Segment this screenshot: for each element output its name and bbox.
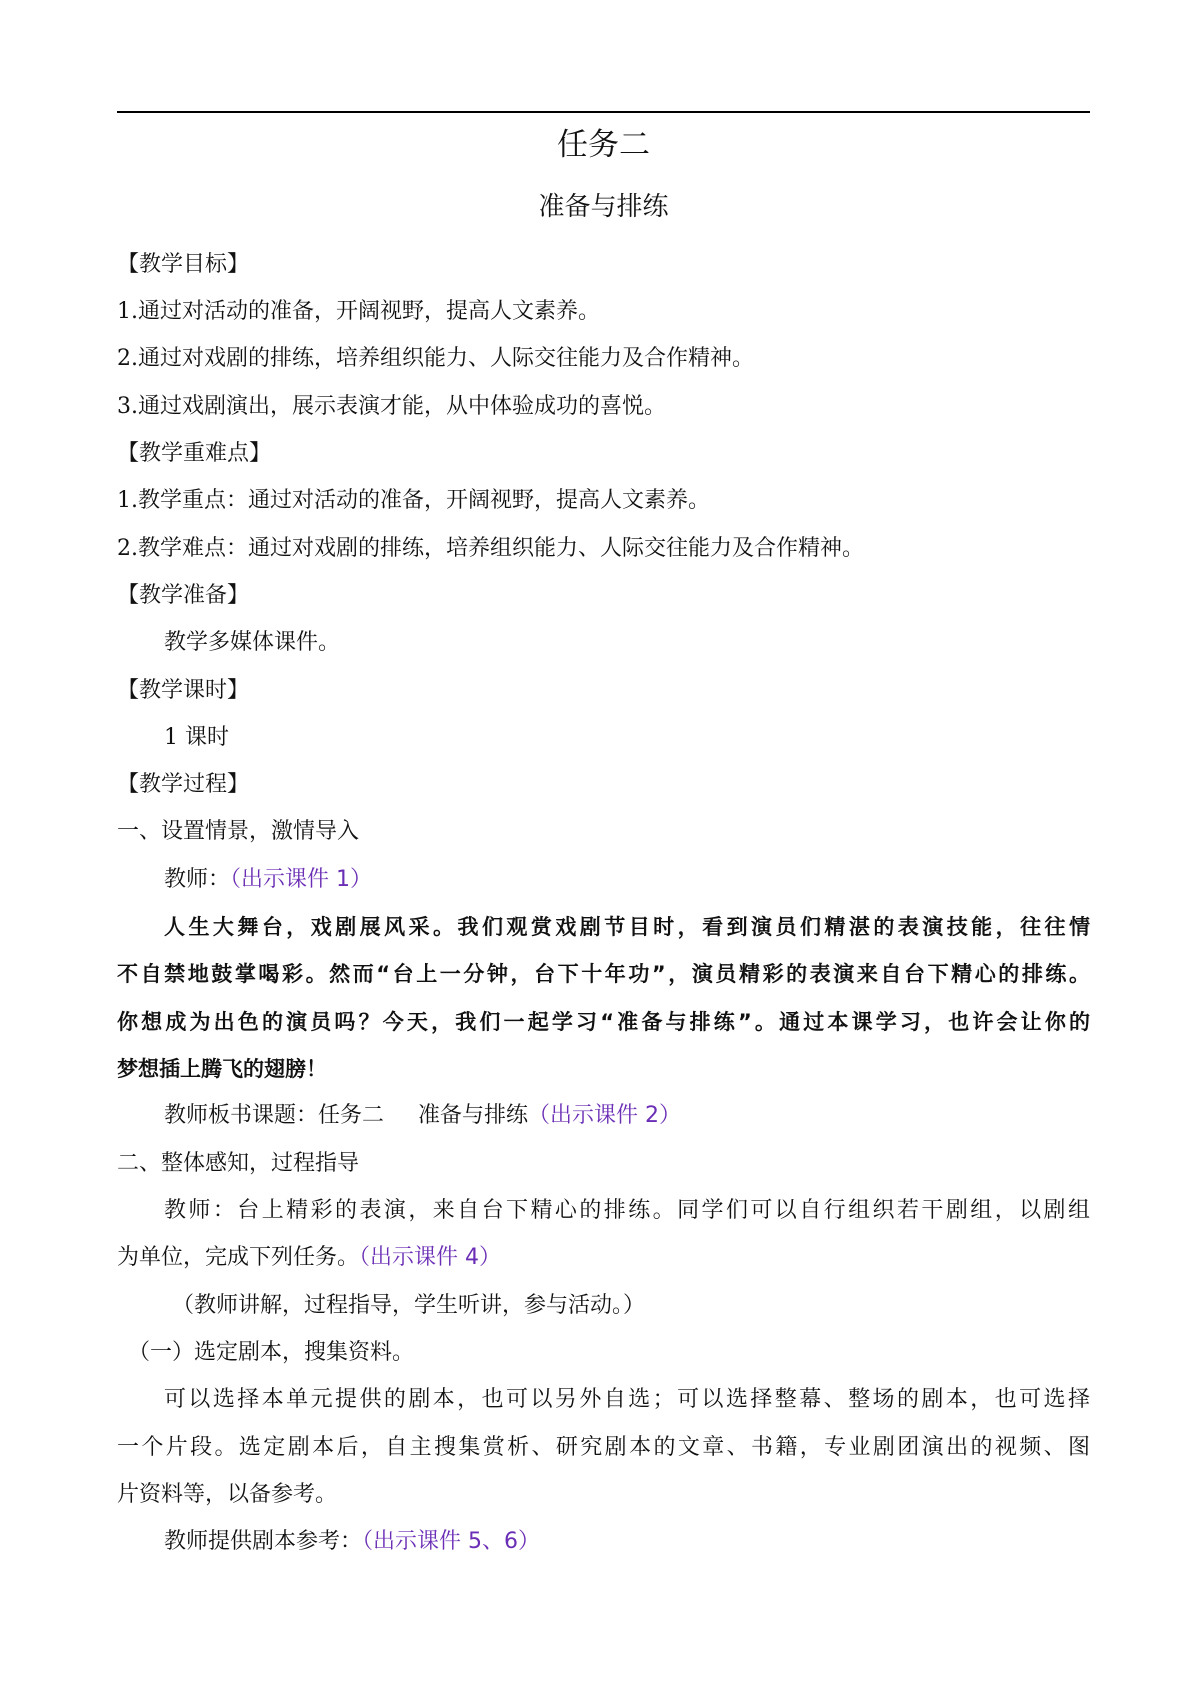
- preparation-content: 教学多媒体课件。: [164, 630, 341, 655]
- part1-heading: 一、设置情景，激情导入: [117, 819, 360, 844]
- teacher-label: 教师：: [164, 867, 231, 892]
- slide-reference: （出示课件 2）: [528, 1103, 682, 1128]
- part2-intro-line-2: [117, 1242, 1090, 1274]
- part2-heading: 二、整体感知，过程指导: [117, 1151, 360, 1176]
- step1-line: 可以选择本单元提供的剧本，也可以另外自选；可以选择整幕、整场的剧本，也可选择: [164, 1387, 1090, 1412]
- objective-item: 2.通过对戏剧的排练，培养组织能力、人际交往能力及合作精神。: [117, 346, 754, 371]
- part2-intro-text: 为单位，完成下列任务。: [117, 1245, 360, 1270]
- class-hours-heading: 【教学课时】: [117, 678, 250, 703]
- document-subtitle: 准备与排练: [538, 192, 669, 222]
- objective-item: 1.通过对活动的准备，开阔视野，提高人文素养。: [117, 299, 600, 324]
- story-line: 你想成为出色的演员吗？今天，我们一起学习“准备与排练”。通过本课学习，也许会让你的: [117, 1010, 1090, 1034]
- board-title-line: [164, 1100, 1090, 1132]
- step1-line: 一个片段。选定剧本后，自主搜集赏析、研究剧本的文章、书籍，专业剧团演出的视频、图: [117, 1435, 1090, 1460]
- key-points-heading: 【教学重难点】: [117, 441, 272, 466]
- part2-intro-line: 教师：台上精彩的表演，来自台下精心的排练。同学们可以自行组织若干剧组，以剧组: [164, 1198, 1090, 1223]
- document-title: 任务二: [557, 127, 650, 163]
- board-label: 教师板书课题：任务二: [164, 1103, 385, 1128]
- activity-note: （教师讲解，过程指导，学生听讲，参与活动。）: [172, 1293, 646, 1318]
- key-point-item: 2.教学难点：通过对戏剧的排练，培养组织能力、人际交往能力及合作精神。: [117, 536, 864, 561]
- objectives-heading: 【教学目标】: [117, 252, 250, 277]
- key-point-item: 1.教学重点：通过对活动的准备，开阔视野，提高人文素养。: [117, 488, 710, 513]
- step1-line: 片资料等，以备参考。: [117, 1482, 338, 1507]
- slide-reference: （出示课件 1）: [230, 867, 373, 892]
- slide-reference: （出示课件 5、6）: [362, 1529, 541, 1554]
- objective-item: 3.通过戏剧演出，展示表演才能，从中体验成功的喜悦。: [117, 394, 666, 419]
- header-rule: [117, 111, 1090, 113]
- slide-reference: （出示课件 4）: [359, 1245, 502, 1270]
- step1-heading: （一）选定剧本，搜集资料。: [128, 1340, 415, 1365]
- class-hours-content: 1 课时: [164, 725, 229, 750]
- preparation-heading: 【教学准备】: [117, 583, 250, 608]
- story-line: 人生大舞台，戏剧展风采。我们观赏戏剧节目时，看到演员们精湛的表演技能，往往情: [164, 915, 1090, 939]
- story-line: 不自禁地鼓掌喝彩。然而“台上一分钟，台下十年功”，演员精彩的表演来自台下精心的排练。: [117, 962, 1090, 986]
- process-heading: 【教学过程】: [117, 772, 250, 797]
- story-line: 梦想插上腾飞的翅膀！: [117, 1057, 327, 1081]
- teacher-line: [164, 864, 1090, 896]
- script-reference-line: [164, 1526, 1090, 1558]
- board-title: 准备与排练: [418, 1103, 529, 1128]
- script-reference-label: 教师提供剧本参考：: [164, 1529, 363, 1554]
